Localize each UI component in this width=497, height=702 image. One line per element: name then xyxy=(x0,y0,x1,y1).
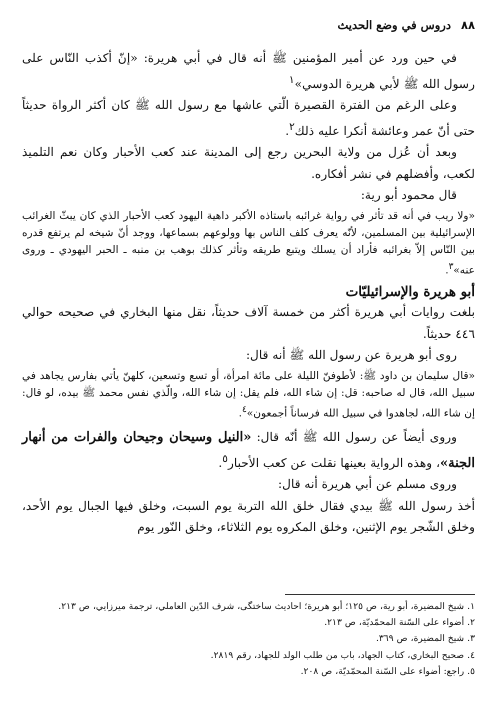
quote-solomon: «قال سليمان بن داود ﷺ: لأطوفنّ الليلة على مائة امرأة، أو تسع وتسعين، كلهنّ يأتي بفارس يجاهد في سبيل الله، قال له صاحبه: قل: إن شاء الله، فلم يقل: إن شاء الله، والّذي نفس محمد ﷺ بيده، لو قال: إن شاء الله، لجاهدوا في سبيل الله فرساناً أجمعون»$^٤$. xyxy=(22,369,475,420)
footnote-ref-4: ٤ xyxy=(242,404,247,415)
footnote-divider xyxy=(285,594,475,595)
paragraph-7-intro: وروى أيضاً عن رسول الله ﷺ أنّه قال: xyxy=(256,430,457,445)
footnote-ref-2: ٢ xyxy=(289,120,295,133)
footnote-1: ١. شيخ المضيرة، أبو رية، ص ١٢٥؛ أبو هريرة؛ احاديث ساختگى، شرف الدّين العاملي، ترجمة ميرزايي، ص ٢١٣. xyxy=(58,601,475,612)
quote-solomon-text: «قال سليمان بن داود ﷺ: لأطوفنّ الليلة على مائة امرأة، أو تسع وتسعين، كلهنّ يأتي بفارس يجاهد في سبيل الله، قال له صاحبه: قل: إن شاء الله، فلم يقل: إن شاء الله، والّذي نفس محمد ﷺ بيده، لو قال: إن شاء الله، لجاهدوا في سبيل الله فرساناً أجمعون» xyxy=(22,369,475,420)
paragraph-7-hadith: «النيل وسيحان وجيحان والفرات من أنهار الجنة» xyxy=(22,430,475,471)
paragraph-7: وروى أيضاً عن رسول الله ﷺ أنّه قال: «النيل وسيحان وجيحان والفرات من أنهار الجنة»، وهذه الرواية بعينها نقلت عن كعب الأحبار$^٥$. xyxy=(22,430,475,471)
paragraph-2: وعلى الرغم من الفترة القصيرة الّتي عاشها مع رسول الله ﷺ كان أكثر الرواة حديثاً حتى أنّ عمر وعائشة أنكرا عليه ذلك$^٢$. xyxy=(22,98,475,138)
quote-abu-rayya-text: «ولا ريب في أنه قد تأثر في رواية غرائبه باستاذه الأكبر داهية اليهود كعب الأحبار الذي كان يبثّ الغرائب الإسرائيلية بين المسلمين، لأنّه يعرف كلف الناس بها وولوعهم بسماعها، ووجد أنّ شيخه لم يرتفع قدره بين النّاس إلاّ بغرائبه فأراد أن يسلك ويتبع طريقه وتأثر كذلك بوهب بن منبه ـ الحبر اليهودي ـ وروى عنه» xyxy=(22,209,475,277)
paragraph-8: وروى مسلم عن أبي هريرة أنه قال: xyxy=(278,477,457,492)
footnote-ref-1: ١ xyxy=(288,73,295,86)
paragraph-4: قال محمود أبو رية: xyxy=(360,188,457,203)
footnote-5: ٥. راجع: أضواء على السّنة المحمّديّة، ص ٢٠٨. xyxy=(300,665,475,677)
footnote-ref-3: ٣ xyxy=(448,261,454,272)
footnote-3: ٣. شيخ المضيرة، ص ٣٦٩. xyxy=(375,633,475,645)
running-title: دروس في وضع الحديث xyxy=(337,18,451,32)
paragraph-2-text: وعلى الرغم من الفترة القصيرة الّتي عاشها مع رسول الله ﷺ كان أكثر الرواة حديثاً حتى أنّ عمر وعائشة أنكرا عليه ذلك xyxy=(22,98,475,138)
footnote-4: ٤. صحيح البخاري، كتاب الجهاد، باب من طلب الولد للجهاد، رقم ٢٨١٩. xyxy=(210,649,475,661)
footnote-2: ٢. أضواء على السّنة المحمّديّة، ص ٢١٣. xyxy=(324,617,475,629)
paragraph-9: أخذ رسول الله ﷺ بيدي فقال خلق الله التربة يوم السبت، وخلق فيها الجبال يوم الأحد، وخلق الشّجر يوم الإثنين، وخلق المكروه يوم الثلاثاء، وخلق النّور يوم xyxy=(22,498,475,535)
paragraph-7-tail: ، وهذه الرواية بعينها نقلت عن كعب الأحبار xyxy=(227,455,441,470)
quote-abu-rayya: «ولا ريب في أنه قد تأثر في رواية غرائبه باستاذه الأكبر داهية اليهود كعب الأحبار الذي كان يبثّ الغرائب الإسرائيلية بين المسلمين، لأنّه يعرف كلف الناس بها وولوعهم بسماعها، ووجد أنّ شيخه لم يرتفع قدره بين النّاس إلاّ بغرائبه فأراد أن يسلك ويتبع طريقه وتأثر كذلك بوهب بن منبه ـ الحبر اليهودي ـ وروى عنه»$^٣$. xyxy=(22,209,475,277)
footnote-ref-5: ٥ xyxy=(222,452,228,465)
section-heading: أبو هريرة والإسرائيليّات xyxy=(345,284,475,301)
paragraph-3: وبعد أن عُزل من ولاية البحرين رجع إلى المدينة عند كعب الأحبار وكان نعم التلميذ لكعب، وأفضلهم في نشر أفكاره. xyxy=(22,145,475,181)
paragraph-5: بلغت روايات أبي هريرة أكثر من خمسة آلاف حديثاً، نقل منها البخاري في صحيحه حوالي ٤٤٦ حديثاً. xyxy=(22,305,475,341)
footnotes xyxy=(22,594,475,680)
page-header xyxy=(22,18,475,32)
page-number: ٨٨ xyxy=(460,18,475,32)
paragraph-1-text: في حين ورد عن أمير المؤمنين ﷺ أنه قال في أبي هريرة: «إنّ أكذب النّاس على رسول الله ﷺ لأبي هريرة الدوسي» xyxy=(22,51,475,91)
paragraph-1 xyxy=(22,48,475,95)
paragraph-6: روى أبو هريرة عن رسول الله ﷺ أنه قال: xyxy=(245,348,457,363)
